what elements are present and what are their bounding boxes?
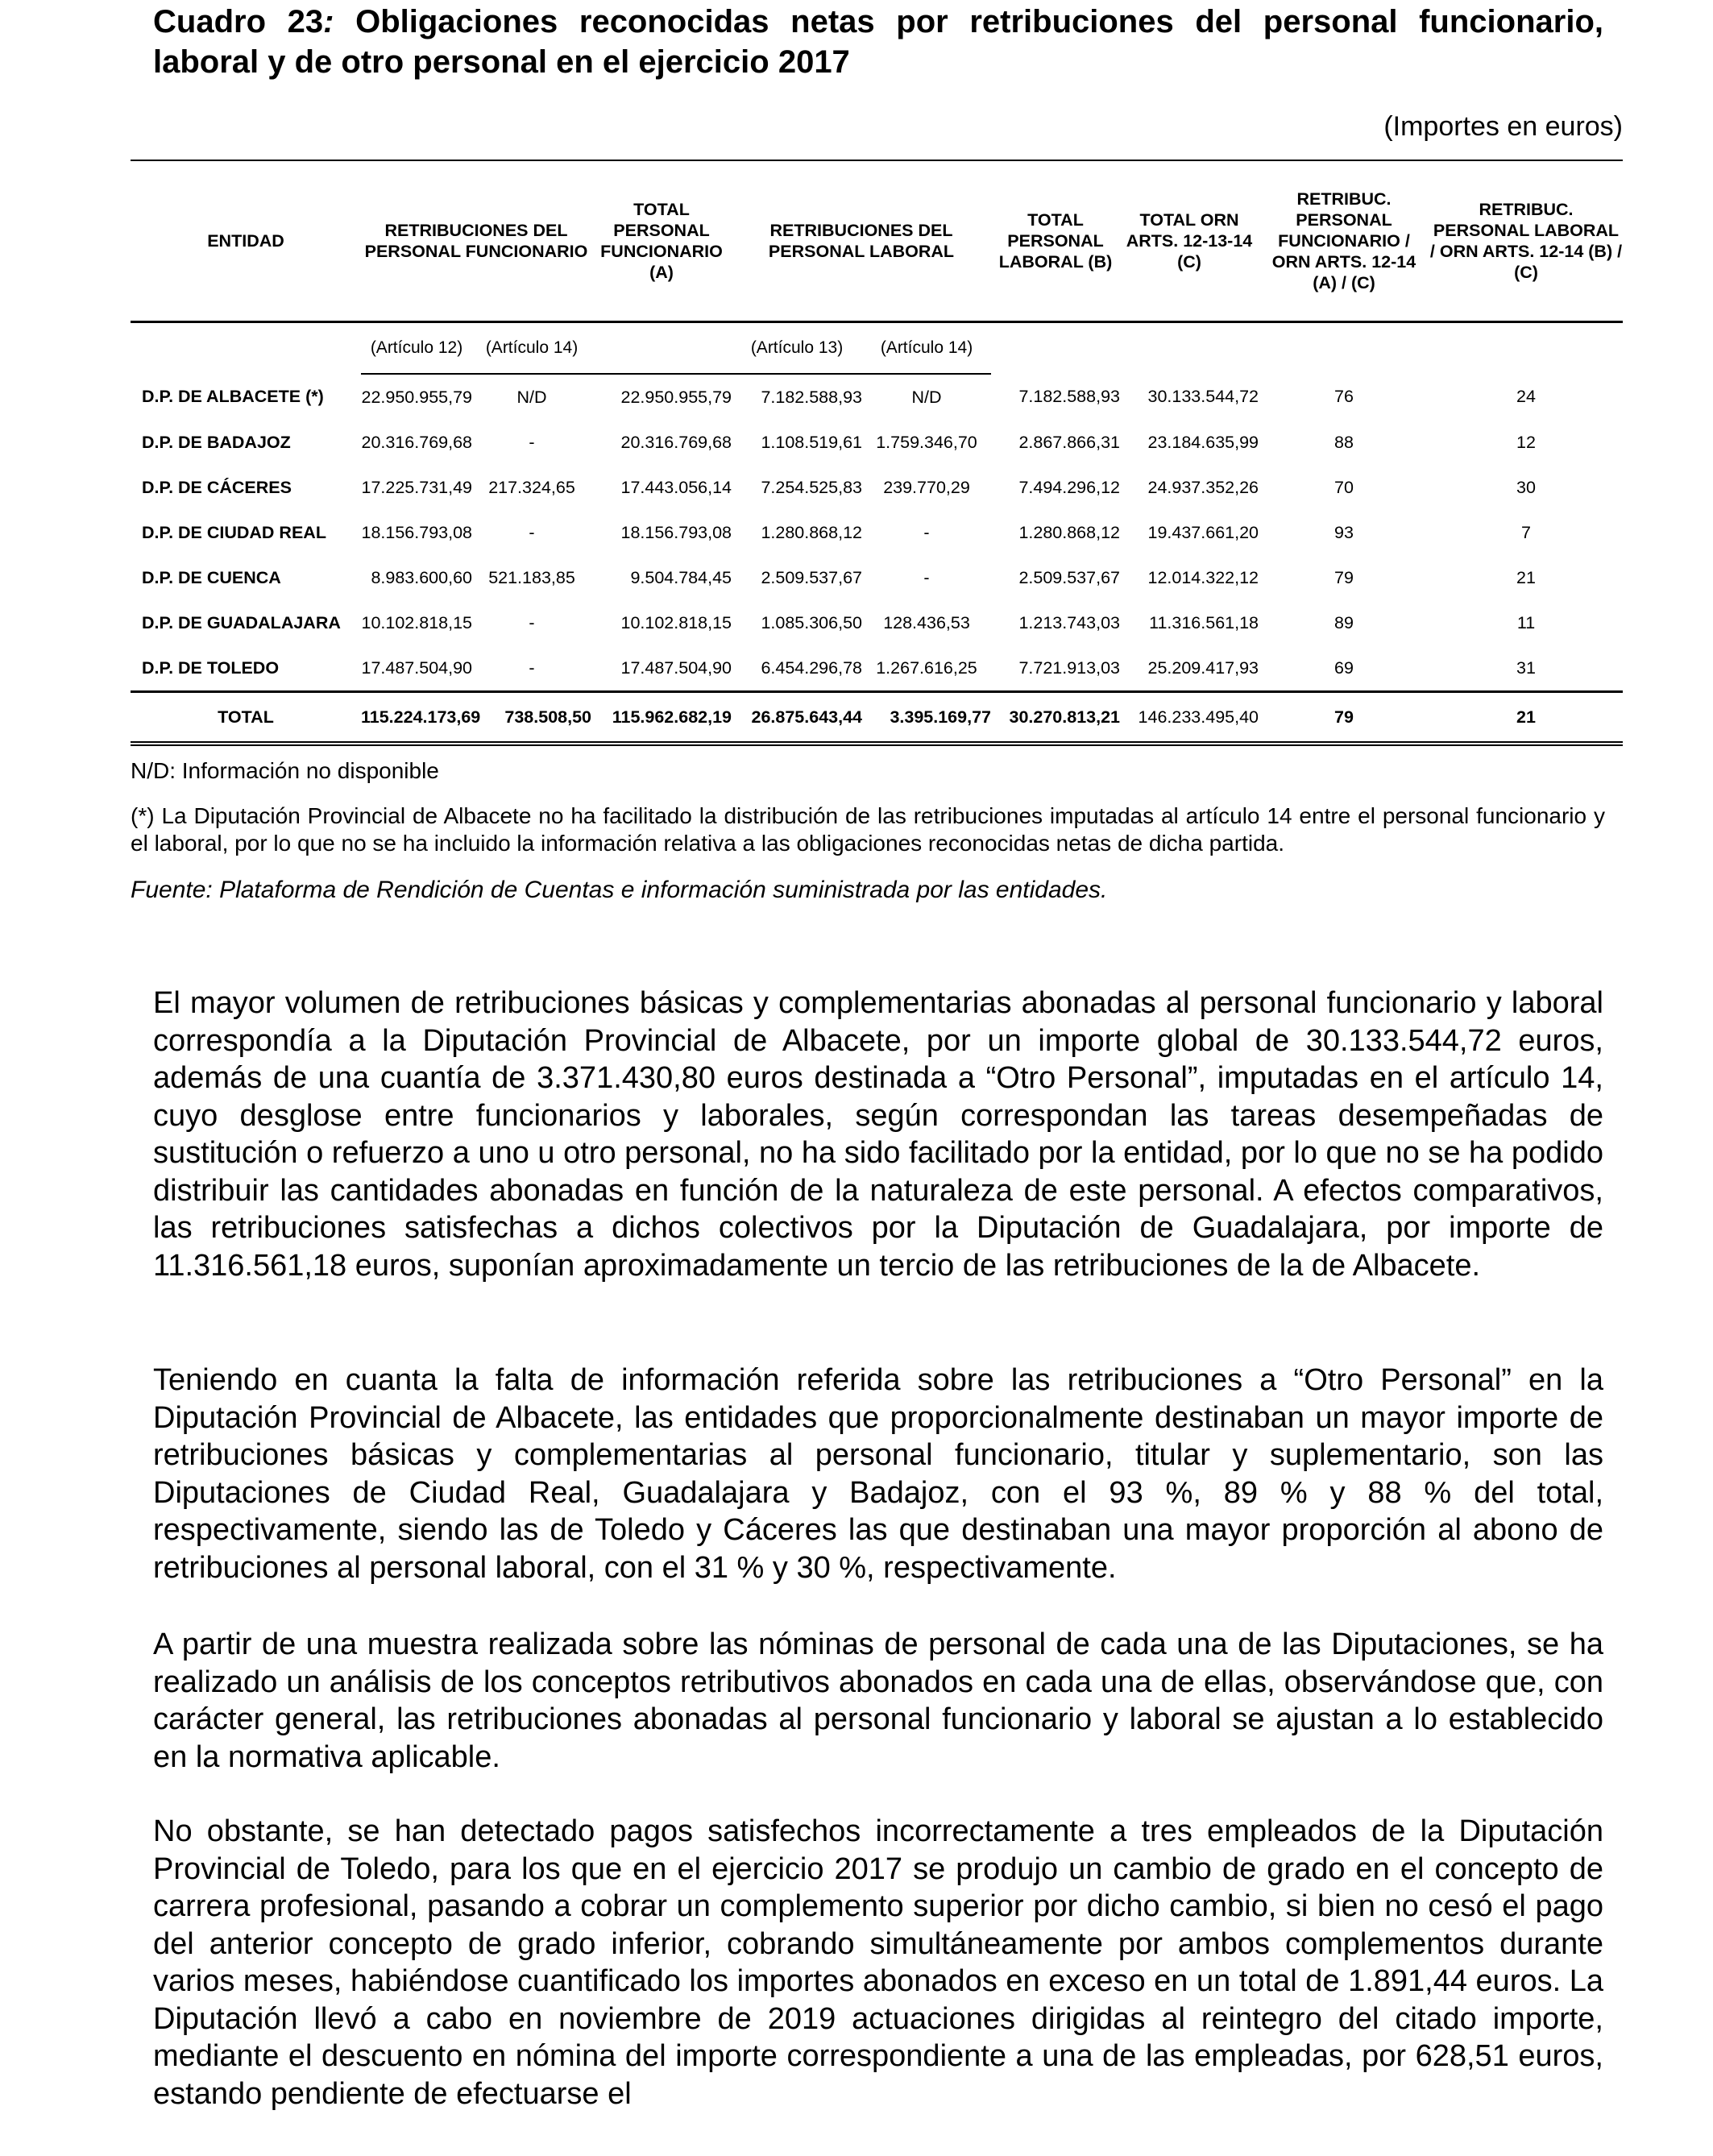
table-cell: -: [529, 612, 535, 632]
table-cell: 88: [1334, 432, 1354, 452]
table-cell: -: [923, 522, 930, 542]
table-cell: 17.443.056,14: [620, 477, 732, 497]
table-cell: 24: [1516, 387, 1536, 406]
row-entity: D.P. DE CÁCERES: [142, 477, 292, 497]
table-cell: 128.436,53: [883, 612, 970, 632]
row-entity: D.P. DE CIUDAD REAL: [142, 522, 326, 542]
note-asterisk: (*) La Diputación Provincial de Albacete no ha facilitado la distribución de las retribuciones imputadas al artículo 14 entre el personal funcionario y el laboral, por lo que no se ha incluido la información relativa a las obligaciones reconocidas netas de dicha partida.: [131, 803, 1605, 856]
subheader-articulo-13: (Artículo 13): [732, 322, 862, 375]
table-cell: 89: [1334, 612, 1354, 632]
subheader-articulo-14-lab: (Artículo 14): [862, 322, 991, 375]
header-entidad: ENTIDAD: [131, 161, 361, 322]
table-cell: 7.182.588,93: [1018, 387, 1120, 406]
header-total-orn: TOTAL ORN ARTS. 12-13-14 (C): [1120, 161, 1259, 322]
header-ratio-laboral: RETRIBUC. PERSONAL LABORAL / ORN ARTS. 12-14 (B) / (C): [1429, 161, 1623, 322]
row-entity: D.P. DE CUENCA: [142, 567, 281, 587]
subheader-articulo-14-func: (Artículo 14): [472, 322, 591, 375]
table-title-prefix: Cuadro 23: [153, 4, 324, 39]
table-cell: 2.867.866,31: [1018, 432, 1120, 452]
header-total-funcionario: TOTAL PERSONAL FUNCIONARIO (A): [591, 161, 732, 322]
table-cell: 31: [1516, 657, 1536, 678]
table-cell: 12.014.322,12: [1147, 567, 1259, 587]
table-cell: 1.280.868,12: [1018, 522, 1120, 542]
table-cell: 12: [1516, 432, 1536, 452]
total-cell: 21: [1429, 692, 1623, 744]
table-row: [131, 600, 1623, 645]
table-cell: 20.316.769,68: [620, 432, 732, 452]
table-cell: 24.937.352,26: [1147, 477, 1259, 497]
units-note: (Importes en euros): [1383, 111, 1623, 142]
table-cell: -: [923, 567, 930, 587]
total-cell: 79: [1259, 692, 1429, 744]
paragraph-4: No obstante, se han detectado pagos satisfechos incorrectamente a tres empleados de la Diputación Provincial de Toledo, para los que en el ejercicio 2017 se produjo un cambio de grado en el concepto de carrera profesional, pasando a cobrar un complemento superior por dicho cambio, si bien no cesó el pago del anterior concepto de grado inferior, cobrando simultáneamente por ambos complementos durante varios meses, habiéndose cuantificado los importes abonados en exceso en un total de 1.891,44 euros. La Diputación llevó a cabo en noviembre de 2019 actuaciones dirigidas al reintegro del citado importe, mediante el descuento en nómina del importe correspondiente a una de las empleadas, por 628,51 euros, estando pendiente de efectuarse el: [153, 1814, 1603, 2111]
table-row: [131, 420, 1623, 465]
table-cell: 1.108.519,61: [761, 432, 862, 452]
data-table-container: [131, 160, 1623, 746]
paragraph-3: A partir de una muestra realizada sobre las nóminas de personal de cada una de las Diputaciones, se ha realizado un análisis de los conceptos retributivos abonados en cada una de ellas, observándose que, con carácter general, las retribuciones abonadas al personal funcionario y laboral se ajustan a lo establecido en la normativa aplicable.: [153, 1627, 1603, 1774]
table-cell: -: [529, 522, 535, 542]
total-cell: 26.875.643,44: [732, 692, 862, 744]
table-cell: 19.437.661,20: [1147, 522, 1259, 542]
table-title-text: Obligaciones reconocidas netas por retribuciones del personal funcionario, laboral y de otro personal en el ejercicio 2017: [153, 4, 1603, 80]
table-cell: 7.182.588,93: [761, 387, 862, 407]
table-cell: 1.085.306,50: [761, 612, 862, 632]
table-cell: 2.509.537,67: [1018, 567, 1120, 587]
table-cell: 7.494.296,12: [1018, 477, 1120, 497]
subheader-articulo-12: (Artículo 12): [361, 322, 472, 375]
table-cell: -: [529, 657, 535, 678]
table-cell: 93: [1334, 522, 1354, 542]
total-cell: 115.224.173,69: [361, 692, 472, 744]
table-subheader-row: [131, 322, 1623, 375]
table-title-separator: :: [323, 4, 334, 39]
table-cell: 7.254.525,83: [761, 477, 862, 497]
paragraph-2: Teniendo en cuanta la falta de información referida sobre las retribuciones a “Otro Personal” en la Diputación Provincial de Albacete, las entidades que proporcionalmente destinaban un mayor importe de retribuciones básicas y complementarias al personal funcionario, titular y suplementario, son las Diputaciones de Ciudad Real, Guadalajara y Badajoz, con el 93 %, 89 % y 88 % del total, respectivamente, siendo las de Toledo y Cáceres las que destinaban una mayor proporción al abono de retribuciones al personal laboral, con el 31 % y 30 %, respectivamente.: [153, 1363, 1603, 1585]
table-row: [131, 465, 1623, 510]
table-cell: N/D: [516, 387, 547, 407]
table-cell: 11.316.561,18: [1149, 612, 1259, 632]
table-cell: 23.184.635,99: [1147, 432, 1259, 452]
table-cell: 217.324,65: [488, 477, 575, 497]
table-cell: 30: [1516, 477, 1536, 497]
table-cell: 25.209.417,93: [1147, 657, 1259, 678]
table-body: [131, 374, 1623, 692]
table-row: [131, 645, 1623, 692]
note-source: Fuente: Plataforma de Rendición de Cuentas e información suministrada por las entidades.: [131, 877, 1108, 903]
table-cell: 18.156.793,08: [620, 522, 732, 542]
row-entity: D.P. DE ALBACETE (*): [142, 387, 324, 406]
total-label: TOTAL: [131, 692, 361, 744]
header-total-laboral: TOTAL PERSONAL LABORAL (B): [991, 161, 1120, 322]
total-cell: 115.962.682,19: [591, 692, 732, 744]
table-cell: 7: [1521, 522, 1531, 542]
table-cell: 6.454.296,78: [761, 657, 862, 678]
table-row: [131, 555, 1623, 600]
total-cell: 30.270.813,21: [991, 692, 1120, 744]
data-table: [131, 160, 1623, 746]
total-cell: 146.233.495,40: [1120, 692, 1259, 744]
table-cell: 17.225.731,49: [361, 477, 472, 497]
table-header-row: [131, 161, 1623, 322]
table-cell: 30.133.544,72: [1147, 387, 1259, 406]
table-cell: 69: [1334, 657, 1354, 678]
table-cell: 70: [1334, 477, 1354, 497]
paragraph-1: El mayor volumen de retribuciones básicas y complementarias abonadas al personal funcionario y laboral correspondía a la Diputación Provincial de Albacete, por un importe global de 30.133.544,72 euros, además de una cuantía de 3.371.430,80 euros destinada a “Otro Personal”, imputadas en el artículo 14, cuyo desglose entre funcionarios y laborales, según correspondan las tareas desempeñadas de sustitución o refuerzo a uno u otro personal, no ha sido facilitado por la entidad, por lo que no se ha podido distribuir las cantidades abonadas en función de la naturaleza de este personal. A efectos comparativos, las retribuciones satisfechas a dichos colectivos por la Diputación de Guadalajara, por importe de 11.316.561,18 euros, suponían aproximadamente un tercio de las retribuciones de la de Albacete.: [153, 986, 1603, 1283]
table-cell: 8.983.600,60: [371, 567, 472, 587]
row-entity: D.P. DE GUADALAJARA: [142, 612, 341, 632]
table-cell: 20.316.769,68: [361, 432, 472, 452]
total-cell: 3.395.169,77: [862, 692, 991, 744]
table-cell: 1.280.868,12: [761, 522, 862, 542]
table-row: [131, 374, 1623, 420]
table-cell: 11: [1516, 612, 1536, 632]
header-retrib-laboral: RETRIBUCIONES DEL PERSONAL LABORAL: [732, 161, 991, 322]
header-retrib-funcionario: RETRIBUCIONES DEL PERSONAL FUNCIONARIO: [361, 161, 591, 322]
table-cell: 18.156.793,08: [361, 522, 472, 542]
table-cell: 1.759.346,70: [876, 432, 977, 452]
note-nd: N/D: Información no disponible: [131, 758, 439, 783]
table-cell: 79: [1334, 567, 1354, 587]
table-cell: 10.102.818,15: [620, 612, 732, 632]
table-cell: 22.950.955,79: [620, 387, 732, 407]
row-entity: D.P. DE BADAJOZ: [142, 432, 291, 452]
total-cell: 738.508,50: [472, 692, 591, 744]
table-cell: 1.267.616,25: [876, 657, 977, 678]
table-cell: 17.487.504,90: [361, 657, 472, 678]
table-cell: 10.102.818,15: [361, 612, 472, 632]
table-cell: 239.770,29: [883, 477, 970, 497]
table-cell: 76: [1334, 387, 1354, 406]
table-total-row: [131, 692, 1623, 744]
table-cell: 22.950.955,79: [361, 387, 472, 407]
table-cell: 9.504.784,45: [630, 567, 732, 587]
table-cell: 2.509.537,67: [761, 567, 862, 587]
header-ratio-funcionario: RETRIBUC. PERSONAL FUNCIONARIO / ORN ARTS. 12-14 (A) / (C): [1259, 161, 1429, 322]
table-cell: 521.183,85: [488, 567, 575, 587]
table-cell: 1.213.743,03: [1018, 612, 1120, 632]
table-cell: 17.487.504,90: [620, 657, 732, 678]
table-cell: -: [529, 432, 535, 452]
row-entity: D.P. DE TOLEDO: [142, 657, 280, 678]
table-cell: 21: [1516, 567, 1536, 587]
table-cell: 7.721.913,03: [1018, 657, 1120, 678]
table-cell: N/D: [911, 387, 942, 407]
table-row: [131, 510, 1623, 555]
table-title: [153, 2, 1603, 82]
